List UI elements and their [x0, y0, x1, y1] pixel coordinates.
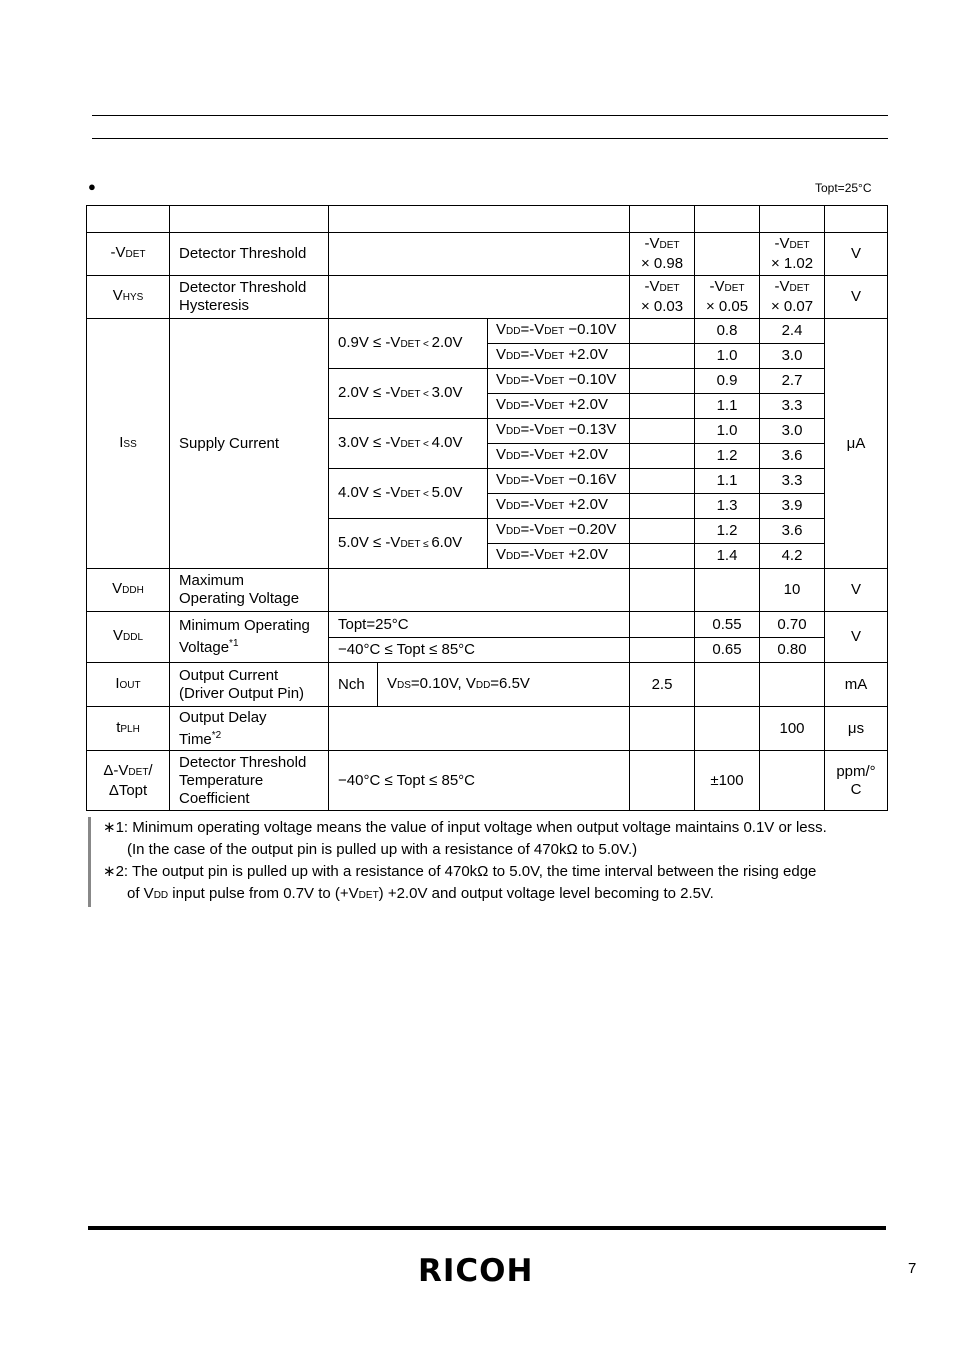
- table-header-row: [87, 206, 888, 233]
- table-row-iss: [87, 319, 888, 344]
- typ-cell: 1.3: [695, 494, 760, 519]
- range-cell: 0.9V ≤ -VDET < 2.0V: [329, 319, 488, 369]
- symbol-cell: VHYS: [87, 276, 170, 319]
- header-rule-bottom: [92, 138, 888, 139]
- item-cell: Output Current (Driver Output Pin): [170, 663, 329, 707]
- min-cell: [630, 494, 695, 519]
- max-cell: 2.7: [760, 369, 825, 394]
- footnote-2: ∗2: The output pin is pulled up with a resistance of 470kΩ to 5.0V, the time interval between the rising edge: [103, 863, 817, 880]
- item-cell: Minimum Operating Voltage$^{*1}$: [170, 612, 329, 663]
- condition-cell: VDD=-VDET −0.16V: [488, 469, 630, 494]
- typ-cell: 0.9: [695, 369, 760, 394]
- symbol-cell: IOUT: [87, 663, 170, 707]
- condition-cell: VDD=-VDET −0.10V: [488, 369, 630, 394]
- footnote-1-detail: (In the case of the output pin is pulled up with a resistance of 470kΩ to 5.0V.): [127, 841, 638, 858]
- unit-cell: μA: [825, 319, 888, 569]
- max-cell: 2.4: [760, 319, 825, 344]
- condition-cell: VDD=-VDET +2.0V: [488, 444, 630, 469]
- max-cell: 3.0: [760, 419, 825, 444]
- min-cell: [630, 544, 695, 569]
- max-cell: 3.3: [760, 469, 825, 494]
- item-cell: Detector Threshold: [170, 233, 329, 276]
- unit-cell: mA: [825, 663, 888, 707]
- condition-cell: [329, 707, 630, 751]
- typ-cell: 1.0: [695, 344, 760, 369]
- symbol-cell: -VDET: [87, 233, 170, 276]
- unit-cell: V: [825, 276, 888, 319]
- typ-cell: 0.8: [695, 319, 760, 344]
- max-cell: 3.9: [760, 494, 825, 519]
- footnote-2-detail: of VDD input pulse from 0.7V to (+VDET) +2.0V and output voltage level becoming to 2.5V.: [127, 885, 714, 902]
- item-cell: Supply Current: [170, 319, 329, 569]
- condition-cell: VDD=-VDET +2.0V: [488, 394, 630, 419]
- table-row-iout: [87, 663, 888, 707]
- min-cell: [630, 707, 695, 751]
- condition-cell: VDD=-VDET −0.13V: [488, 419, 630, 444]
- test-condition: Topt=25°C: [815, 181, 872, 195]
- min-cell: [630, 419, 695, 444]
- min-cell: [630, 444, 695, 469]
- min-cell: 2.5: [630, 663, 695, 707]
- condition-cell: VDD=-VDET +2.0V: [488, 494, 630, 519]
- min-cell: [630, 751, 695, 811]
- typ-cell: [695, 707, 760, 751]
- item-cell: Detector Threshold Hysteresis: [170, 276, 329, 319]
- condition-cell: VDS=0.10V, VDD=6.5V: [378, 663, 630, 707]
- max-cell: 4.2: [760, 544, 825, 569]
- symbol-cell: Δ-VDET/ ΔTopt: [87, 751, 170, 811]
- range-cell: 2.0V ≤ -VDET < 3.0V: [329, 369, 488, 419]
- min-cell: [630, 519, 695, 544]
- unit-cell: ppm/° C: [825, 751, 888, 811]
- table-row-vhys: [87, 276, 888, 319]
- condition-cell: −40°C ≤ Topt ≤ 85°C: [329, 638, 630, 663]
- max-cell: 0.70: [760, 612, 825, 638]
- item-cell: Output Delay Time$^{*2}$: [170, 707, 329, 751]
- range-cell: 3.0V ≤ -VDET < 4.0V: [329, 419, 488, 469]
- condition-cell: [329, 233, 630, 276]
- max-cell: 0.80: [760, 638, 825, 663]
- condition-cell: Topt=25°C: [329, 612, 630, 638]
- max-cell: [760, 751, 825, 811]
- unit-cell: V: [825, 233, 888, 276]
- min-cell: -VDET × 0.98: [630, 233, 695, 276]
- footer-rule: [88, 1226, 886, 1230]
- typ-cell: 1.2: [695, 519, 760, 544]
- table-row-vdet: [87, 233, 888, 276]
- table-row-vddl: [87, 612, 888, 638]
- condition-type-cell: Nch: [329, 663, 378, 707]
- typ-cell: 1.2: [695, 444, 760, 469]
- symbol-cell: ISS: [87, 319, 170, 569]
- condition-cell: VDD=-VDET +2.0V: [488, 544, 630, 569]
- typ-cell: 1.0: [695, 419, 760, 444]
- typ-cell: 1.1: [695, 469, 760, 494]
- symbol-cell: VDDL: [87, 612, 170, 663]
- condition-cell: VDD=-VDET −0.10V: [488, 319, 630, 344]
- condition-cell: [329, 569, 630, 612]
- min-cell: -VDET × 0.03: [630, 276, 695, 319]
- max-cell: -VDET × 1.02: [760, 233, 825, 276]
- typ-cell: 1.4: [695, 544, 760, 569]
- header-rule-top: [92, 115, 888, 116]
- condition-cell: VDD=-VDET +2.0V: [488, 344, 630, 369]
- item-cell: Detector Threshold Temperature Coefficient: [170, 751, 329, 811]
- unit-cell: V: [825, 569, 888, 612]
- footnotes: [88, 817, 903, 907]
- max-cell: -VDET × 0.07: [760, 276, 825, 319]
- typ-cell: 1.1: [695, 394, 760, 419]
- typ-cell: [695, 569, 760, 612]
- range-cell: 5.0V ≤ -VDET ≤ 6.0V: [329, 519, 488, 569]
- min-cell: [630, 319, 695, 344]
- typ-cell: [695, 233, 760, 276]
- min-cell: [630, 469, 695, 494]
- typ-cell: -VDET × 0.05: [695, 276, 760, 319]
- item-cell: Maximum Operating Voltage: [170, 569, 329, 612]
- symbol-cell: VDDH: [87, 569, 170, 612]
- max-cell: 3.6: [760, 519, 825, 544]
- max-cell: 3.0: [760, 344, 825, 369]
- typ-cell: 0.55: [695, 612, 760, 638]
- min-cell: [630, 612, 695, 638]
- min-cell: [630, 394, 695, 419]
- max-cell: 3.6: [760, 444, 825, 469]
- condition-cell: −40°C ≤ Topt ≤ 85°C: [329, 751, 630, 811]
- electrical-characteristics-table: [86, 205, 888, 811]
- range-cell: 4.0V ≤ -VDET < 5.0V: [329, 469, 488, 519]
- unit-cell: V: [825, 612, 888, 663]
- unit-cell: μs: [825, 707, 888, 751]
- table-row-tplh: [87, 707, 888, 751]
- table-row-vddh: [87, 569, 888, 612]
- condition-cell: VDD=-VDET −0.20V: [488, 519, 630, 544]
- section-bullet: ●: [88, 179, 96, 194]
- page-number: 7: [908, 1260, 917, 1277]
- typ-cell: ±100: [695, 751, 760, 811]
- max-cell: 10: [760, 569, 825, 612]
- min-cell: [630, 638, 695, 663]
- max-cell: 3.3: [760, 394, 825, 419]
- condition-cell: [329, 276, 630, 319]
- min-cell: [630, 369, 695, 394]
- typ-cell: [695, 663, 760, 707]
- typ-cell: 0.65: [695, 638, 760, 663]
- symbol-cell: tPLH: [87, 707, 170, 751]
- min-cell: [630, 569, 695, 612]
- table-row-tempco: [87, 751, 888, 811]
- min-cell: [630, 344, 695, 369]
- ricoh-logo: RICOH: [418, 1253, 534, 1289]
- footnote-1: ∗1: Minimum operating voltage means the value of input voltage when output voltage maintains 0.1V or less.: [103, 819, 827, 836]
- max-cell: [760, 663, 825, 707]
- max-cell: 100: [760, 707, 825, 751]
